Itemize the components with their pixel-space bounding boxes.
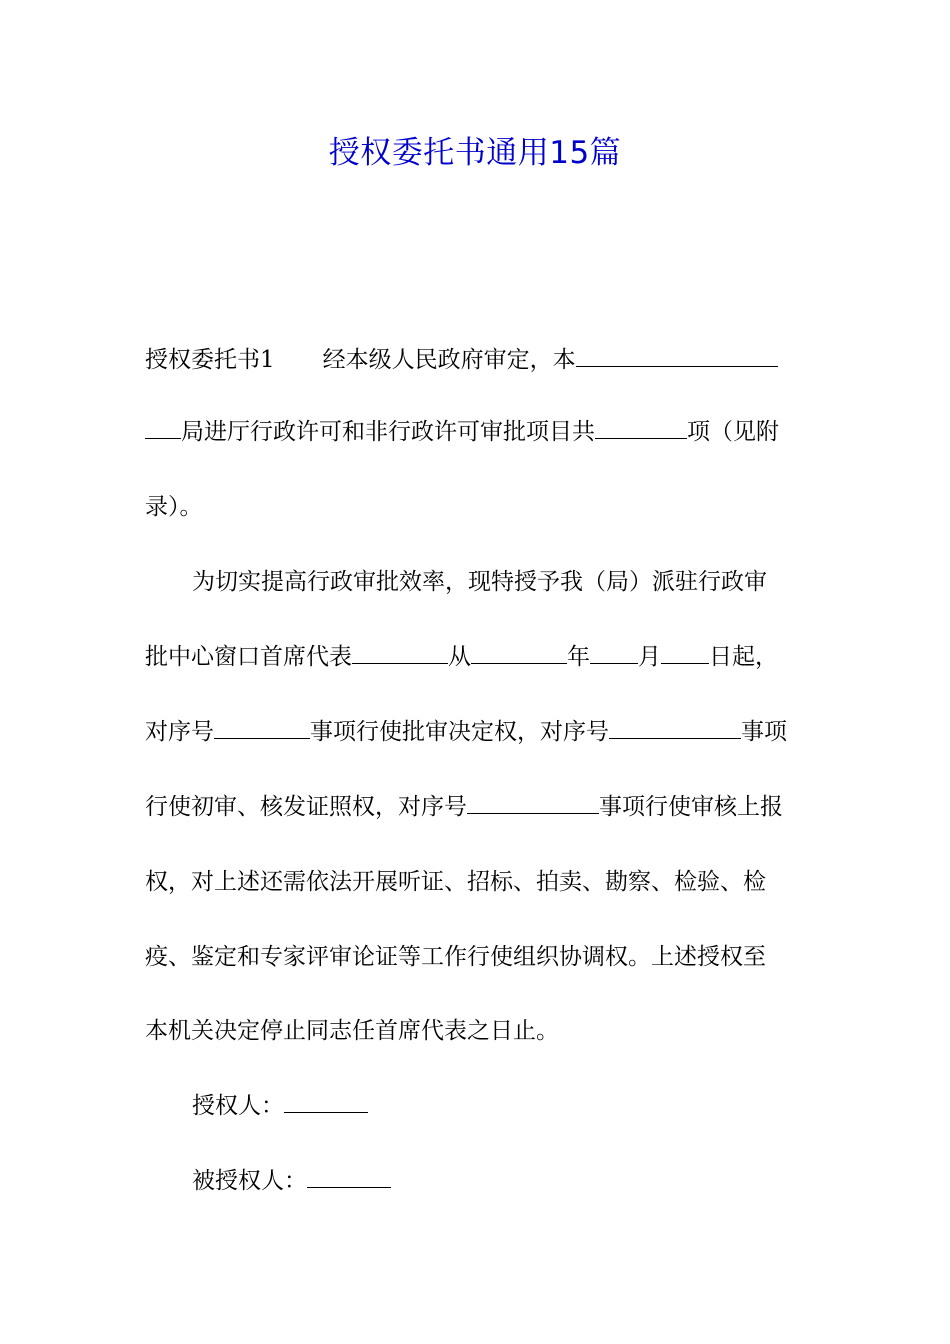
fill-in-blank-day[interactable] — [661, 637, 709, 664]
text: 项（见附 — [687, 419, 779, 445]
paragraph-1-line-2 — [145, 412, 825, 452]
fill-in-blank-department-cont[interactable] — [145, 412, 181, 439]
paragraph-2-line-2 — [145, 637, 825, 677]
text: 为切实提高行政审批效率，现特授予我（局）派驻行政审 — [192, 569, 767, 595]
fill-in-blank-serial-review[interactable] — [467, 787, 599, 814]
paragraph-2-line-5 — [145, 862, 825, 902]
grantee-signature-blank[interactable] — [307, 1161, 391, 1188]
text: 局进厅行政许可和非行政许可审批项目共 — [181, 419, 595, 445]
text: 行使初审、核发证照权，对序号 — [145, 794, 467, 820]
text: 日起， — [709, 644, 778, 670]
paragraph-2-line-7 — [145, 1011, 825, 1051]
fill-in-blank-item-count[interactable] — [595, 412, 687, 439]
document-title: 授权委托书通用15篇 — [328, 135, 622, 171]
fill-in-blank-serial-decision[interactable] — [214, 712, 310, 739]
grantee-label: 被授权人： — [192, 1168, 307, 1194]
fill-in-blank-month[interactable] — [590, 637, 638, 664]
text: 事项行使审核上报 — [599, 794, 783, 820]
grantor-line — [192, 1086, 872, 1126]
section-heading: 授权委托书1 — [145, 347, 275, 373]
text: 经本级人民政府审定，本 — [322, 347, 576, 373]
text: 年 — [567, 644, 590, 670]
text: 录）。 — [145, 494, 203, 520]
text: 批中心窗口首席代表 — [145, 644, 352, 670]
paragraph-2-line-6 — [145, 937, 825, 977]
fill-in-blank-year[interactable] — [471, 637, 567, 664]
paragraph-2-line-4 — [145, 787, 825, 827]
fill-in-blank-representative[interactable] — [352, 637, 448, 664]
text: 月 — [638, 644, 661, 670]
text: 事项行使批审决定权，对序号 — [310, 719, 609, 745]
grantor-label: 授权人： — [192, 1093, 284, 1119]
grantor-signature-blank[interactable] — [284, 1086, 368, 1113]
fill-in-blank-serial-preliminary[interactable] — [609, 712, 741, 739]
text: 事项 — [741, 719, 787, 745]
paragraph-2-line-1 — [192, 562, 872, 602]
text: 权，对上述还需依法开展听证、招标、拍卖、勘察、检验、检 — [145, 869, 766, 895]
grantee-line — [192, 1161, 872, 1201]
text: 疫、鉴定和专家评审论证等工作行使组织协调权。上述授权至 — [145, 944, 766, 970]
fill-in-blank-department[interactable] — [576, 340, 778, 367]
paragraph-2-line-3 — [145, 712, 825, 752]
paragraph-1-line-3 — [145, 487, 825, 527]
text: 从 — [448, 644, 471, 670]
paragraph-1-line-1 — [145, 340, 825, 380]
text: 本机关决定停止同志任首席代表之日止。 — [145, 1018, 559, 1044]
text: 对序号 — [145, 719, 214, 745]
